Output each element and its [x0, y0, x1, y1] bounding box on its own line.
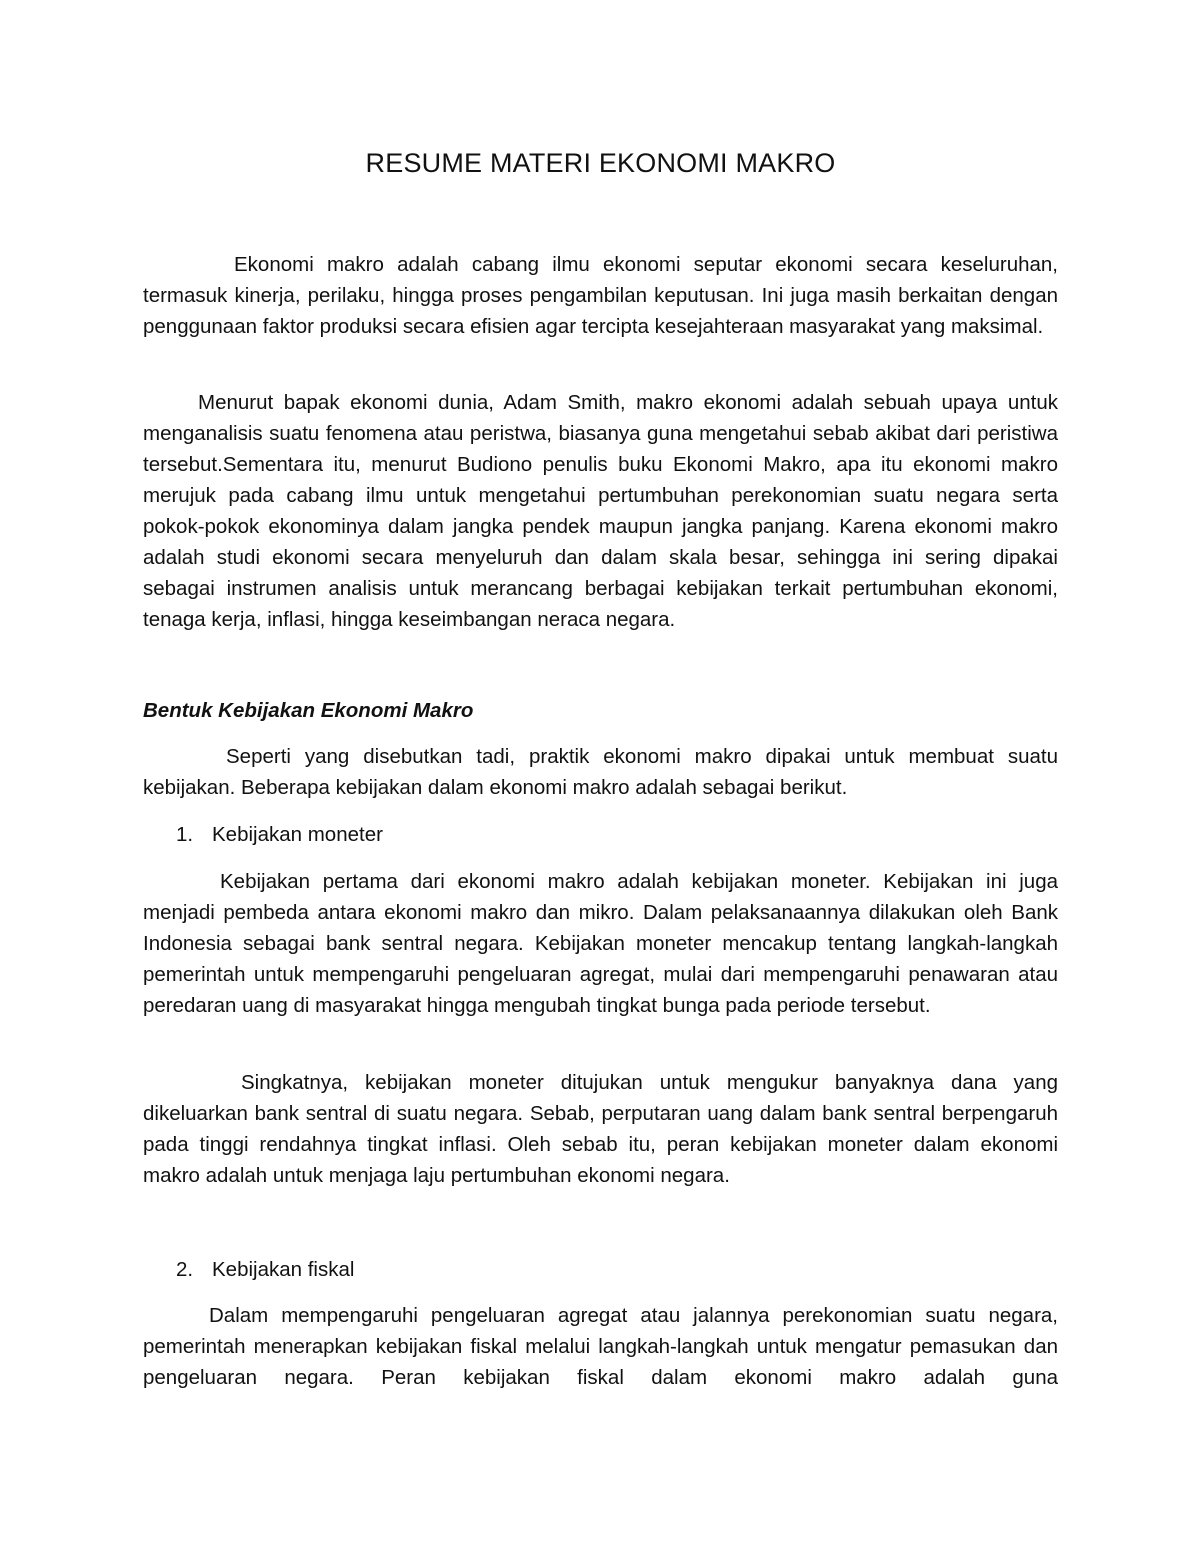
definition-paragraph: Menurut bapak ekonomi dunia, Adam Smith, makro ekonomi adalah sebuah upaya untuk menganalisis suatu fenomena atau peristwa, biasanya guna mengetahui sebab akibat dari peristiwa tersebut.Sementara itu, menurut Budiono penulis buku Ekonomi Makro, apa itu ekonomi makro merujuk pada cabang ilmu untuk mengetahui pertumbuhan perekonomian suatu negara serta pokok-pokok ekonominya dalam jangka pendek maupun jangka panjang. Karena ekonomi makro adalah studi ekonomi secara menyeluruh dan dalam skala besar, sehingga ini sering dipakai sebagai instrumen analisis untuk merancang berbagai kebijakan terkait pertumbuhan ekonomi, tenaga kerja, inflasi, hingga keseimbangan neraca negara.: [143, 391, 1058, 631]
list-item-label: Kebijakan moneter: [212, 823, 383, 846]
fiscal-paragraph-1: Dalam mempengaruhi pengeluaran agregat atau jalannya perekonomian suatu negara, pemerintah menerapkan kebijakan fiskal melalui langkah-langkah untuk mengatur pemasukan dan pengeluaran negara. Peran kebijakan fiskal dalam ekonomi makro adalah guna: [143, 1304, 1058, 1389]
list-item-monetary: [176, 819, 383, 850]
list-item-number: 1.: [176, 823, 194, 846]
monetary-paragraph-1: Kebijakan pertama dari ekonomi makro adalah kebijakan moneter. Kebijakan ini juga menjadi pembeda antara ekonomi makro dan mikro. Dalam pelaksanaannya dilakukan oleh Bank Indonesia sebagai bank sentral negara. Kebijakan moneter mencakup tentang langkah-langkah pemerintah untuk mempengaruhi pengeluaran agregat, mulai dari mempengaruhi penawaran atau peredaran uang di masyarakat hingga mengubah tingkat bunga pada periode tersebut.: [143, 870, 1058, 1017]
monetary-paragraph-2: Singkatnya, kebijakan moneter ditujukan untuk mengukur banyaknya dana yang dikeluarkan bank sentral di suatu negara. Sebab, perputaran uang dalam bank sentral berpengaruh pada tinggi rendahnya tingkat inflasi. Oleh sebab itu, peran kebijakan moneter dalam ekonomi makro adalah untuk menjaga laju pertumbuhan ekonomi negara.: [143, 1071, 1058, 1187]
list-item-number: 2.: [176, 1258, 194, 1281]
document-title: RESUME MATERI EKONOMI MAKRO: [365, 148, 836, 178]
section-heading: Bentuk Kebijakan Ekonomi Makro: [143, 699, 474, 722]
section-intro-paragraph: Seperti yang disebutkan tadi, praktik ekonomi makro dipakai untuk membuat suatu kebijakan. Beberapa kebijakan dalam ekonomi makro adalah sebagai berikut.: [143, 745, 1058, 799]
list-item-label: Kebijakan fiskal: [212, 1258, 355, 1281]
list-item-fiscal: [176, 1254, 354, 1285]
intro-paragraph: Ekonomi makro adalah cabang ilmu ekonomi seputar ekonomi secara keseluruhan, termasuk kinerja, perilaku, hingga proses pengambilan keputusan. Ini juga masih berkaitan dengan penggunaan faktor produksi secara efisien agar tercipta kesejahteraan masyarakat yang maksimal.: [143, 253, 1058, 338]
